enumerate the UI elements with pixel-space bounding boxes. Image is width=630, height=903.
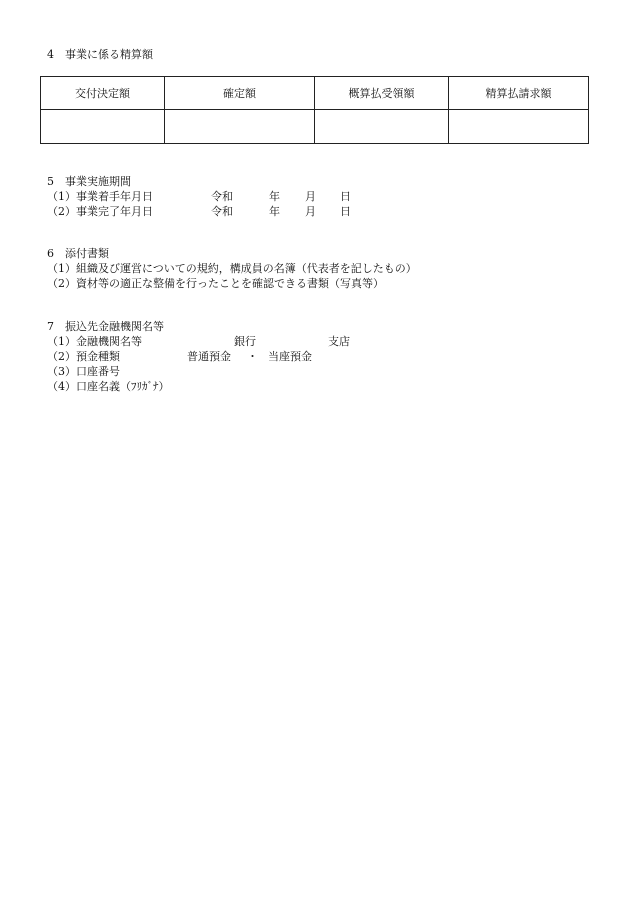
start-date-era: 令和 (211, 190, 233, 203)
cell-settlement-claim-amount (449, 110, 589, 144)
end-date-month: 月 (305, 205, 316, 218)
bank-suffix: 銀行 (234, 335, 256, 348)
end-date-day: 日 (340, 205, 351, 218)
table-header-row (41, 77, 589, 110)
cell-confirmed-amount (165, 110, 315, 144)
cell-grant-decision-amount (41, 110, 165, 144)
section-4-heading: 4 事業に係る精算額 (47, 48, 153, 61)
deposit-option-ordinary: 普通預金 (187, 350, 231, 363)
start-date-day: 日 (340, 190, 351, 203)
deposit-type-label: （2）預金種類 (47, 350, 120, 363)
section-7-heading: 7 振込先金融機関名等 (47, 320, 164, 333)
settlement-table (40, 76, 589, 144)
header-settlement-claim-amount: 精算払請求額 (449, 77, 589, 110)
end-date-label: （2）事業完了年月日 (47, 205, 153, 218)
account-name-label: （4）口座名義（ﾌﾘｶﾞﾅ） (47, 380, 170, 393)
cell-advance-received-amount (315, 110, 449, 144)
section-5-heading: 5 事業実施期間 (47, 175, 131, 188)
attachment-item-2: （2）資材等の適正な整備を行ったことを確認できる書類（写真等） (47, 277, 384, 290)
start-date-label: （1）事業着手年月日 (47, 190, 153, 203)
start-date-year: 年 (269, 190, 280, 203)
section-6-heading: 6 添付書類 (47, 247, 109, 260)
table-row (41, 110, 589, 144)
header-advance-received-amount: 概算払受領額 (315, 77, 449, 110)
end-date-era: 令和 (211, 205, 233, 218)
deposit-separator: ・ (247, 350, 258, 363)
bank-name-label: （1）金融機関名等 (47, 335, 142, 348)
end-date-year: 年 (269, 205, 280, 218)
header-grant-decision-amount: 交付決定額 (41, 77, 165, 110)
deposit-option-current: 当座預金 (268, 350, 312, 363)
header-confirmed-amount: 確定額 (165, 77, 315, 110)
start-date-month: 月 (305, 190, 316, 203)
attachment-item-1: （1）組織及び運営についての規約，構成員の名簿（代表者を記したもの） (47, 262, 417, 275)
account-number-label: （3）口座番号 (47, 365, 120, 378)
branch-suffix: 支店 (328, 335, 350, 348)
